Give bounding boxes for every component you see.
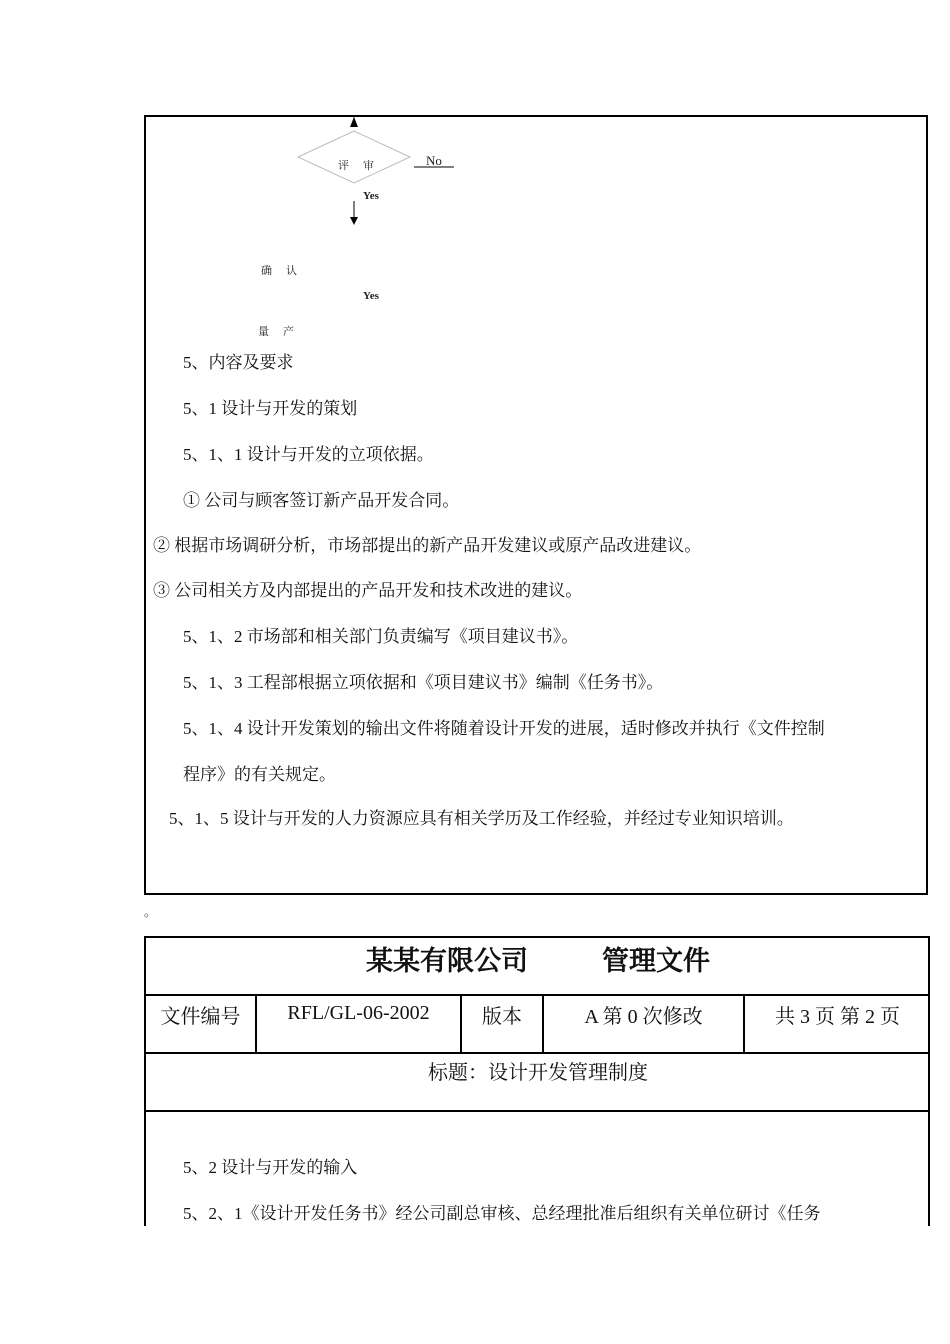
review-label: 评审 [338,160,388,172]
section-heading: 5、内容及要求 [183,353,294,372]
separator-mark: 。 [144,905,157,919]
paragraph: 5、1、2 市场部和相关部门负责编写《项目建议书》。 [183,627,579,646]
list-item: ① 公司与顾客签订新产品开发合同。 [183,491,460,510]
arrow-head-yes [350,217,358,225]
document-type: 管理文件 [602,946,710,976]
mass-production-label: 量产 [258,326,308,338]
company-name: 某某有限公司 [366,946,528,976]
version-label: 版本 [460,996,542,1052]
paragraph: 5、1、3 工程部根据立项依据和《项目建议书》编制《任务书》。 [183,673,664,692]
page-count: 共 3 页 第 2 页 [743,996,930,1052]
doc-number-value: RFL/GL-06-2002 [255,996,460,1052]
yes-label-1: Yes [363,190,379,202]
paragraph: 5、1、4 设计开发策划的输出文件将随着设计开发的进展，适时修改并执行《文件控制 [183,719,825,738]
yes-label-2: Yes [363,290,379,302]
list-item: ③ 公司相关方及内部提出的产品开发和技术改进的建议。 [153,581,583,600]
document-info-row [146,996,930,1054]
paragraph-continuation: 程序》的有关规定。 [183,765,336,784]
no-label: No [426,153,442,168]
version-value: A 第 0 次修改 [542,996,743,1052]
subsection-heading: 5、1 设计与开发的策划 [183,399,358,418]
confirm-label: 确认 [261,265,311,277]
list-item: ② 根据市场调研分析，市场部提出的新产品开发建议或原产品改进建议。 [153,536,702,555]
document-header-title [146,938,930,996]
doc-number-label: 文件编号 [160,1006,241,1028]
paragraph: 5、2、1《设计开发任务书》经公司副总审核、总经理批准后组织有关单位研讨《任务 [183,1204,821,1223]
paragraph: 5、1、1 设计与开发的立项依据。 [183,445,434,464]
document-title: 标题：设计开发管理制度 [146,1054,930,1112]
paragraph: 5、1、5 设计与开发的人力资源应具有相关学历及工作经验，并经过专业知识培训。 [169,809,794,828]
content-box-1 [144,115,928,895]
content-box-2 [144,936,930,1226]
subsection-heading: 5、2 设计与开发的输入 [183,1158,358,1177]
